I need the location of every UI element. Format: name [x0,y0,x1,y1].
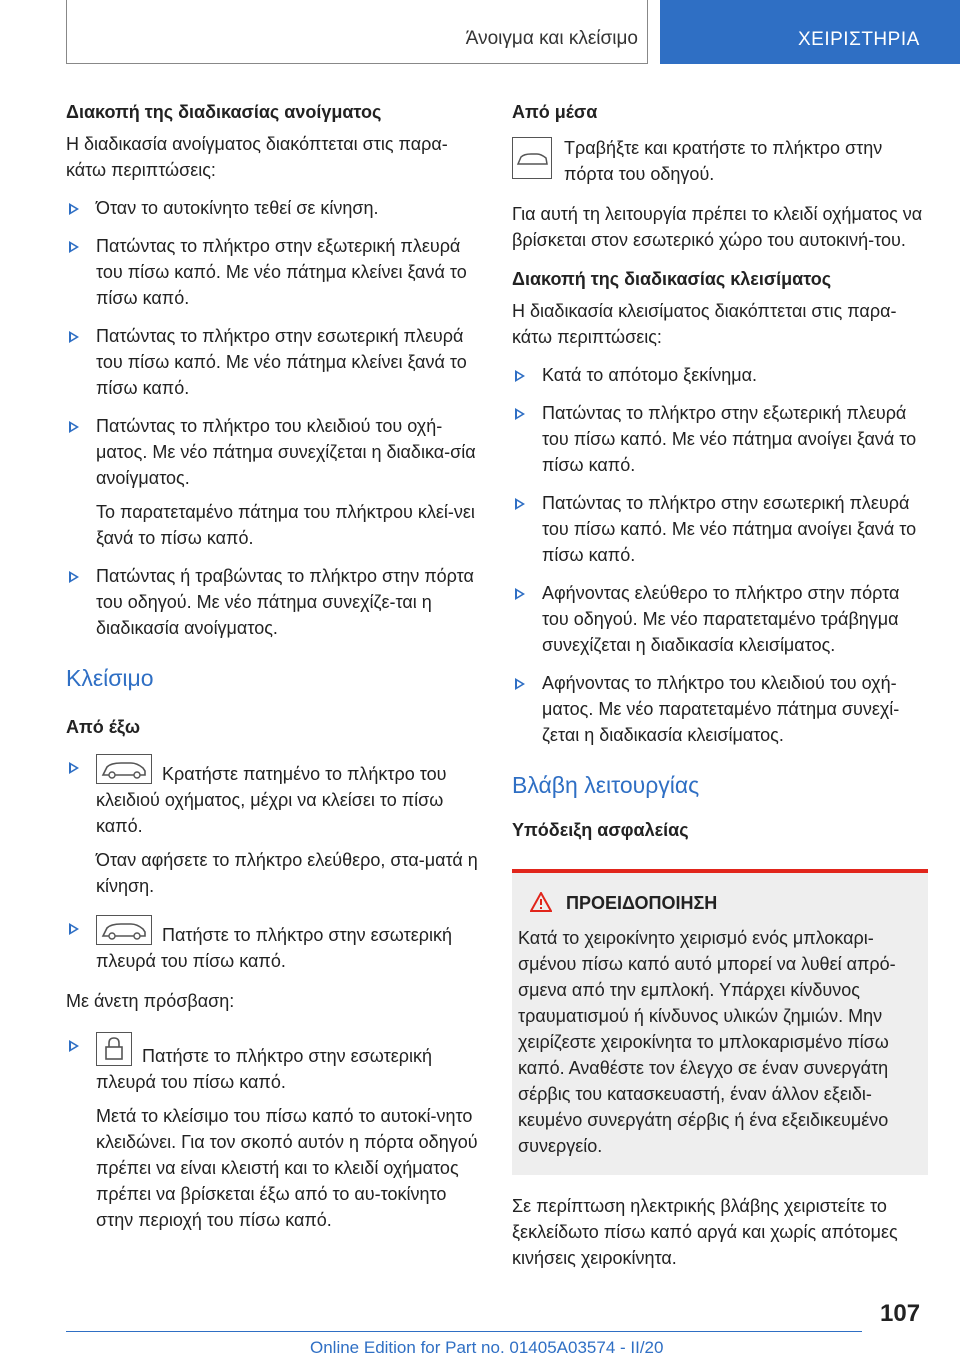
bullet-triangle-icon [515,678,525,690]
list-item: Όταν το αυτοκίνητο τεθεί σε κίνηση. [66,195,480,221]
list-item: Πατήστε το πλήκτρο στην εσωτερική πλευρά του πίσω καπό. Μετά το κλείσιμο του πίσω καπό το αυτοκί-νητο κλειδώνει. Για τον σκοπό αυτόν η πόρτα οδηγού πρέπει να είναι κλειστή και το κλειδί οχήματος πρέπει να βρίσκεται έξω από το αυ-τοκίνητο στην περιοχή του πίσω καπό. [66,1032,480,1233]
warning-text: Κατά το χειροκίνητο χειρισμό ενός μπλοκαρι-σμένου πίσω καπό αυτό μπορεί να λυθεί απρό-σμενα από την εμπλοκή. Υπάρχει κίνδυνος τραυματισμού ή κίνδυνος υλικών ζημιών. Μην χειρίζεστε χειροκίνητα το μπλοκαρισμένο πίσω καπό. Αναθέστε τον έλεγχο σε έναν συνεργάτη σέρβις του κατασκευαστή, έναν άλλον εξειδι-κευμένο συνεργάτη σέρβις ή ένα εξειδικευμένο συνεργείο. [518,928,896,1156]
close-interrupt-list [512,362,928,748]
bullet-triangle-icon [515,370,525,382]
open-interrupt-heading: Διακοπή της διαδικασίας ανοίγματος [66,102,382,122]
closing-title: Κλείσιμο [66,665,154,691]
bullet-triangle-icon [515,498,525,510]
list-item: Κρατήστε πατημένο το πλήκτρο του κλειδιού οχήματος, μέχρι να κλείσει το πίσω καπό. Όταν αφήσετε το πλήκτρο ελεύθερο, στα-ματά η κίνηση. [66,754,480,899]
list-item: Πατώντας το πλήκτρο του κλειδιού του οχή-ματος. Με νέο πάτημα συνεχίζεται η διαδικα-σία ανοίγματος. Το παρατεταμένο πάτημα του πλήκτρου κλεί-νει ξανά το πίσω καπό. [66,413,480,551]
bullet-triangle-icon [69,331,79,343]
bullet-triangle-icon [69,421,79,433]
list-item: Πατώντας το πλήκτρο στην εσωτερική πλευρά του πίσω καπό. Με νέο πάτημα κλείνει ξανά το πίσω καπό. [66,323,480,401]
comfort-list [66,1032,480,1233]
list-item: Πατήστε το πλήκτρο στην εσωτερική πλευρά του πίσω καπό. [66,915,480,974]
door-button-icon [512,137,552,179]
malfunction-title: Βλάβη λειτουργίας [512,772,700,798]
bullet-triangle-icon [69,1040,79,1052]
safety-heading: Υπόδειξη ασφαλείας [512,820,689,840]
bullet-triangle-icon [69,203,79,215]
close-interrupt-heading: Διακοπή της διαδικασίας κλεισίματος [512,269,832,289]
comfort-access-label: Με άνετη πρόσβαση: [66,991,235,1011]
section-title: Άνοιγμα και κλείσιμο [465,28,638,49]
list-item-note: Όταν αφήσετε το πλήκτρο ελεύθερο, στα-ματά η κίνηση. [96,850,478,896]
bullet-triangle-icon [69,571,79,583]
open-interrupt-list [66,195,480,641]
edition-footer: Online Edition for Part no. 01405A03574 - II/20 [310,1338,664,1357]
list-item: Πατώντας το πλήκτρο στην εξωτερική πλευρά του πίσω καπό. Με νέο πάτημα κλείνει ξανά το πίσω καπό. [66,233,480,311]
inside-instruction: Τραβήξτε και κρατήστε το πλήκτρο στην πόρτα του οδηγού. [512,135,928,187]
bullet-triangle-icon [69,762,79,774]
electrical-failure-text: Σε περίπτωση ηλεκτρικής βλάβης χειριστείτε το ξεκλείδωτο πίσω καπό αργά και χωρίς απότομες κινήσεις χειροκίνητα. [512,1196,898,1268]
outside-list [66,754,480,974]
right-column [512,100,928,1271]
list-item-note: Μετά το κλείσιμο του πίσω καπό το αυτοκί-νητο κλειδώνει. Για τον σκοπό αυτόν η πόρτα οδηγού πρέπει να είναι κλειστή και το κλειδί οχήματος πρέπει να βρίσκεται έξω από το αυ-τοκίνητο στην περιοχή του πίσω καπό. [96,1106,478,1230]
list-item: Κατά το απότομο ξεκίνημα. [512,362,928,388]
footer-divider [66,1331,862,1332]
bullet-triangle-icon [69,923,79,935]
warning-triangle-icon [530,892,552,912]
chapter-tab: ΧΕΙΡΙΣΤΗΡΙΑ [660,0,960,64]
outside-heading: Από έξω [66,717,141,737]
bullet-triangle-icon [515,588,525,600]
left-column [66,100,480,1233]
open-interrupt-intro: Η διαδικασία ανοίγματος διακόπτεται στις παρα-κάτω περιπτώσεις: [66,134,448,180]
list-item: Πατώντας ή τραβώντας το πλήκτρο στην πόρτα του οδηγού. Με νέο πάτημα συνεχίζε-ται η διαδικασία ανοίγματος. [66,563,480,641]
bullet-triangle-icon [69,241,79,253]
bullet-triangle-icon [515,408,525,420]
list-item: Πατώντας το πλήκτρο στην εξωτερική πλευρά του πίσω καπό. Με νέο πάτημα ανοίγει ξανά το πίσω καπό. [512,400,928,478]
list-item: Αφήνοντας το πλήκτρο του κλειδιού του οχή-ματος. Με νέο παρατεταμένο πάτημα συνεχί-ζεται η διαδικασία κλεισίματος. [512,670,928,748]
car-key-trunk-icon [96,754,152,784]
list-item-note: Το παρατεταμένο πάτημα του πλήκτρου κλεί-νει ξανά το πίσω καπό. [96,502,475,548]
page-number: 107 [880,1300,921,1327]
warning-title: ΠΡΟΕΙΔΟΠΟΙΗΣΗ [566,893,718,913]
lock-icon [96,1032,132,1066]
close-interrupt-intro: Η διαδικασία κλεισίματος διακόπτεται στις παρα-κάτω περιπτώσεις: [512,301,897,347]
trunk-button-icon [96,915,152,945]
list-item: Αφήνοντας ελεύθερο το πλήκτρο στην πόρτα του οδηγού. Με νέο παρατεταμένο τράβηγμα συνεχίζεται η διαδικασία κλεισίματος. [512,580,928,658]
warning-box [512,869,928,1175]
inside-note: Για αυτή τη λειτουργία πρέπει το κλειδί οχήματος να βρίσκεται στον εσωτερικό χώρο του αυτοκινή-του. [512,204,923,250]
list-item: Πατώντας το πλήκτρο στην εσωτερική πλευρά του πίσω καπό. Με νέο πάτημα ανοίγει ξανά το πίσω καπό. [512,490,928,568]
inside-heading: Από μέσα [512,102,598,122]
